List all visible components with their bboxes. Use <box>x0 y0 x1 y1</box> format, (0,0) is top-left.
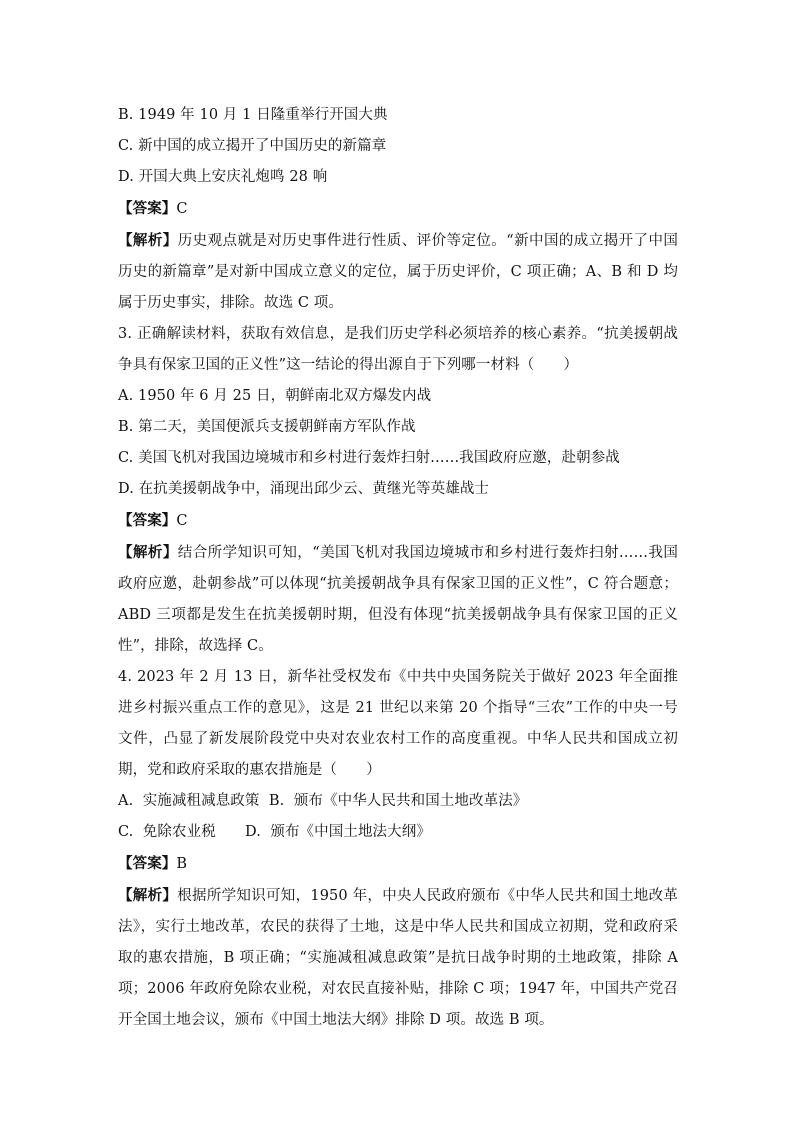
q3-analysis <box>118 537 678 662</box>
q3-option-d: D. 在抗美援朝战争中，涌现出邱少云、黄继光等英雄战士 <box>118 481 490 497</box>
analysis-text: 根据所学知识可知，1950 年，中央人民政府颁布《中华人民共和国土地改革法》，实行土地改革，农民的获得了土地，这是中华人民共和国成立初期，党和政府采取的惠农措施，B 项正确；“实施减租减息政策”是抗日战争时期的土地政策，排除 A 项；2006 年政府免除农业税，对农民直接补贴，排除 C 项；1947 年，中国共产党召开全国土地会议，颁布《中国土地法大纲》排除 D 项。故选 B 项。 <box>118 888 678 1028</box>
answer-tag: 【答案】 <box>118 512 177 529</box>
q4-answer <box>118 848 678 880</box>
analysis-tag: 【解析】 <box>118 232 178 249</box>
q3-answer <box>118 505 678 537</box>
q3-stem: 3. 正确解读材料，获取有效信息，是我们历史学科必须培养的核心素养。“抗美援朝战争具有保家卫国的正义性”这一结论的得出源自于下列哪一材料（ ） <box>118 326 678 373</box>
analysis-text: 历史观点就是对历史事件进行性质、评价等定位。“新中国的成立揭开了中国历史的新篇章”是对新中国成立意义的定位，属于历史评价，C 项正确；A、B 和 D 均属于历史事实，排除。故选 C 项。 <box>118 233 678 311</box>
analysis-tag: 【解析】 <box>118 887 178 904</box>
answer-tag: 【答案】 <box>118 200 177 217</box>
analysis-text: 结合所学知识可知，“美国飞机对我国边境城市和乡村进行轰炸扫射……我国政府应邀，赴朝参战”可以体现“抗美援朝战争具有保家卫国的正义性”，C 符合题意；ABD 三项都是发生在抗美援朝时期，但没有体现“抗美援朝战争具有保家卫国的正义性”，排除，故选择 C。 <box>118 545 678 654</box>
answer-value: C <box>176 201 188 217</box>
q2-option-b: B. 1949 年 10 月 1 日隆重举行开国大典 <box>118 107 388 123</box>
answer-value: C <box>176 513 188 529</box>
q3-option-c: C. 美国飞机对我国边境城市和乡村进行轰炸扫射……我国政府应邀，赴朝参战 <box>118 450 620 466</box>
answer-value: B <box>176 856 188 872</box>
answer-tag: 【答案】 <box>118 855 177 872</box>
q2-option-c: C. 新中国的成立揭开了中国历史的新篇章 <box>118 138 387 154</box>
q4-options-row2: C. 免除农业税 D. 颁布《中国土地法大纲》 <box>118 824 431 840</box>
q2-analysis <box>118 225 678 319</box>
document-page <box>118 100 678 1036</box>
q3-option-b: B. 第二天，美国便派兵支援朝鲜南方军队作战 <box>118 419 416 435</box>
q4-analysis <box>118 880 678 1036</box>
q3-option-a: A. 1950 年 6 月 25 日，朝鲜南北双方爆发内战 <box>118 388 432 404</box>
q4-options-row1: A. 实施减租减息政策 B. 颁布《中华人民共和国土地改革法》 <box>118 793 528 809</box>
q2-answer <box>118 193 678 225</box>
q2-option-d: D. 开国大典上安庆礼炮鸣 28 响 <box>118 169 328 185</box>
q4-stem: 4. 2023 年 2 月 13 日，新华社受权发布《中共中央国务院关于做好 2023 年全面推进乡村振兴重点工作的意见》，这是 21 世纪以来第 20 个指导“三农”工作的中央一号文件，凸显了新发展阶段党中央对农业农村工作的高度重视。中华人民共和国成立初期，党和政府采取的惠农措施是（ ） <box>118 669 678 778</box>
analysis-tag: 【解析】 <box>118 544 178 561</box>
